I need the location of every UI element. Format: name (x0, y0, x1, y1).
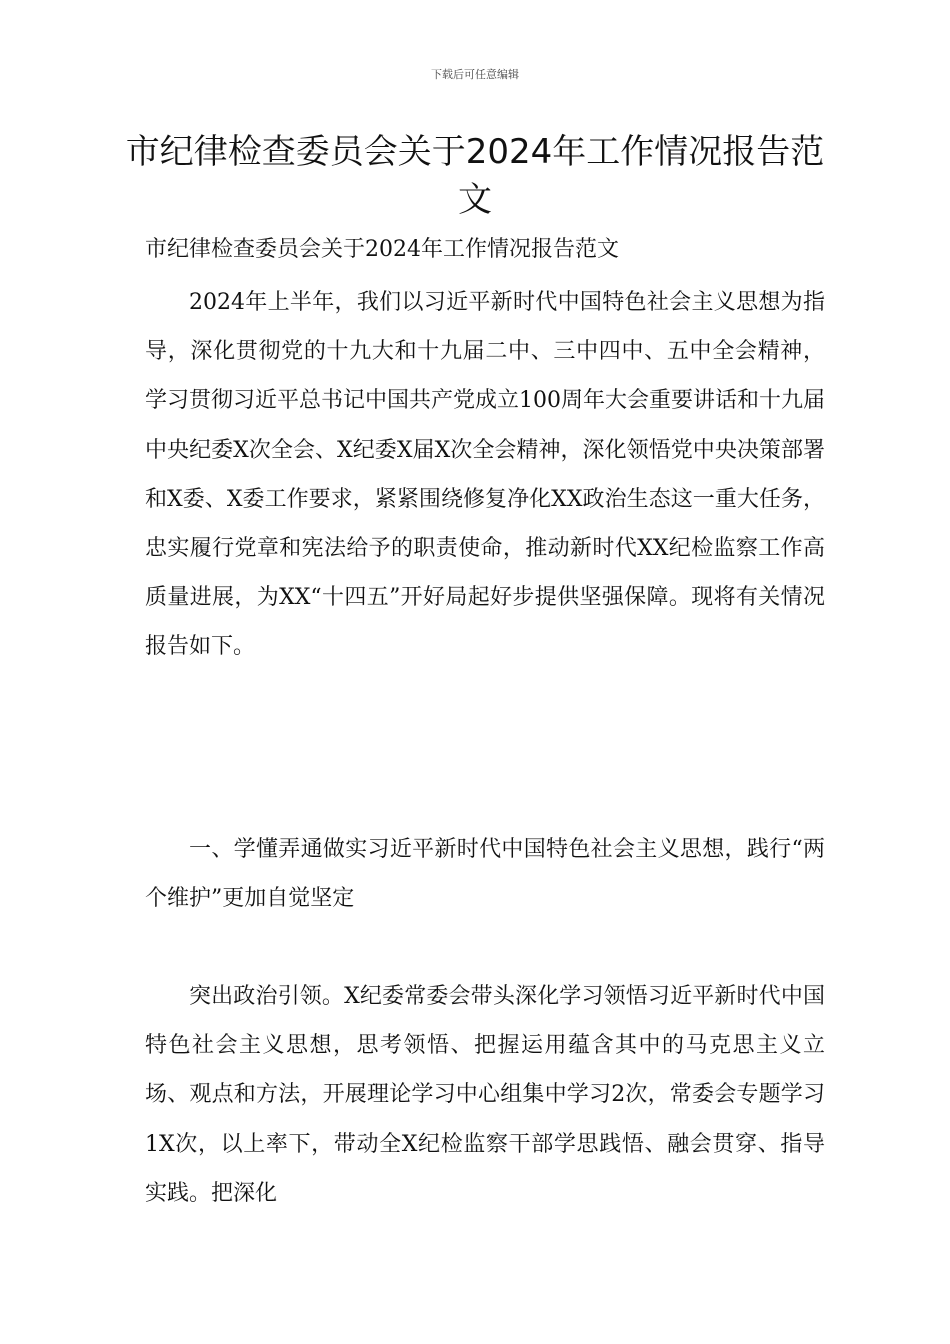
document-subtitle: 市纪律检查委员会关于2024年工作情况报告范文 (145, 237, 619, 262)
header-note: 下载后可任意编辑 (431, 68, 519, 81)
paragraph-political-guidance: 突出政治引领。X纪委常委会带头深化学习领悟习近平新时代中国特色社会主义思想，思考领悟、把握运用蕴含其中的马克思主义立场、观点和方法，开展理论学习中心组集中学习2次，常委会专题学习1X次，以上率下，带动全X纪检监察干部学思践悟、融会贯穿、指导实践。把深化 (145, 984, 825, 1206)
section-heading-1: 一、学懂弄通做实习近平新时代中国特色社会主义思想，践行“两个维护”更加自觉坚定 (145, 837, 825, 912)
document-title: 市纪律检查委员会关于2024年工作情况报告范文 (125, 132, 825, 220)
paragraph-intro: 2024年上半年，我们以习近平新时代中国特色社会主义思想为指导，深化贯彻党的十九大和十九届二中、三中四中、五中全会精神，学习贯彻习近平总书记中国共产党成立100周年大会重要讲话和十九届中央纪委X次全会、X纪委X届X次全会精神，深化领悟党中央决策部署和X委、X委工作要求，紧紧围绕修复净化XX政治生态这一重大任务，忠实履行党章和宪法给予的职责使命，推动新时代XX纪检监察工作高质量进展，为XX“十四五”开好局起好步提供坚强保障。现将有关情况报告如下。 (145, 290, 825, 660)
